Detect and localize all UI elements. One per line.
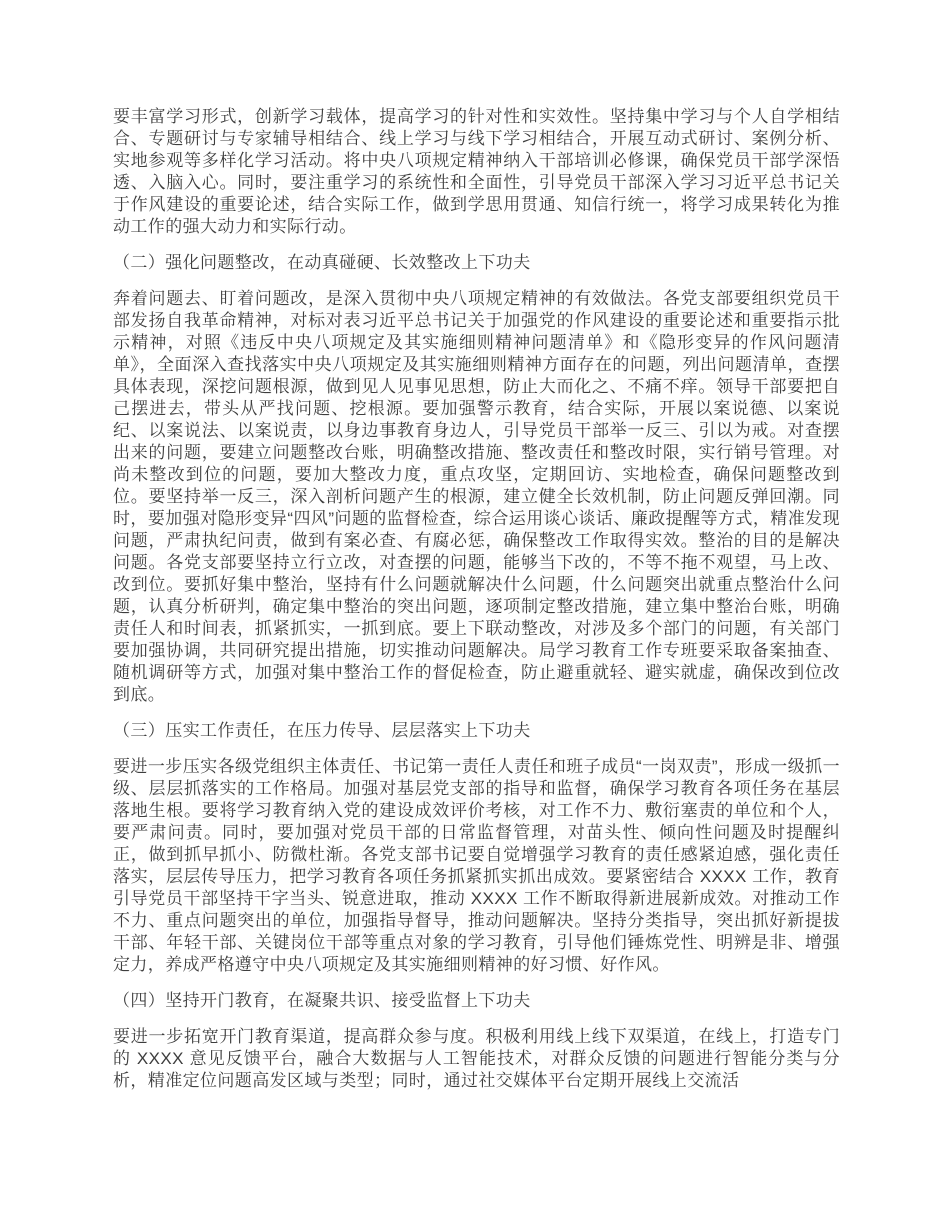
section-heading-2-problem-rectification: （二）强化问题整改，在动真碰硬、长效整改上下功夫 [113, 253, 531, 272]
section-heading-4-open-door-education: （四）坚持开门教育，在凝聚共识、接受监督上下功夫 [113, 991, 531, 1010]
section-heading-3-work-responsibility: （三）压实工作责任，在压力传导、层层落实上下功夫 [113, 721, 531, 740]
body-paragraph-problem-rectification: 奔着问题去、盯着问题改，是深入贯彻中央八项规定精神的有效做法。各党支部要组织党员干部发扬自我革命精神，对标对表习近平总书记关于加强党的作风建设的重要论述和重要指示批示精神，对照《违反中央八项规定及其实施细则精神问题清单》和《隐形变异的作风问题清单》，全面深入查找落实中央八项规定及其实施细则精神方面存在的问题，列出问题清单，查摆具体表现，深挖问题根源，做到见人见事见思想，防止大而化之、不痛不痒。领导干部要把自己摆进去，带头从严找问题、挖根源。要加强警示教育，结合实际，开展以案说德、以案说纪、以案说法、以案说责，以身边事教育身边人，引导党员干部举一反三、引以为戒。对查摆出来的问题，要建立问题整改台账，明确整改措施、整改责任和整改时限，实行销号管理。对尚未整改到位的问题，要加大整改力度，重点攻坚，定期回访、实地检查，确保问题整改到位。要坚持举一反三，深入剖析问题产生的根源，建立健全长效机制，防止问题反弹回潮。同时，要加强对隐形变异“四风”问题的监督检查，综合运用谈心谈话、廉政提醒等方式，精准发现问题，严肃执纪问责，做到有案必查、有腐必惩，确保整改工作取得实效。整治的目的是解决问题。各党支部要坚持立行立改，对查摆的问题，能够当下改的，不等不拖不观望，马上改、改到位。要抓好集中整治，坚持有什么问题就解决什么问题，什么问题突出就重点整治什么问题，认真分析研判，确定集中整治的突出问题，逐项制定整改措施，建立集中整治台账，明确责任人和时间表，抓紧抓实，一抓到底。要上下联动整改，对涉及多个部门的问题，有关部门要加强协调，共同研究提出措施，切实推动问题解决。局学习教育工作专班要采取备案抽查、随机调研等方式，加强对集中整治工作的督促检查，防止避重就轻、避实就虚，确保改到位改到底。 [113, 289, 840, 704]
body-paragraph-open-door-education: 要进一步拓宽开门教育渠道，提高群众参与度。积极利用线上线下双渠道，在线上，打造专门的 XXXX 意见反馈平台，融合大数据与人工智能技术，对群众反馈的问题进行智能分类与分析，精准定位问题高发区域与类型；同时，通过社交媒体平台定期开展线上交流活 [113, 1027, 840, 1090]
body-paragraph-work-responsibility: 要进一步压实各级党组织主体责任、书记第一责任人责任和班子成员“一岗双责”，形成一级抓一级、层层抓落实的工作格局。加强对基层党支部的指导和监督，确保学习教育各项任务在基层落地生根。要将学习教育纳入党的建设成效评价考核，对工作不力、敷衍塞责的单位和个人，要严肃问责。同时，要加强对党员干部的日常监督管理，对苗头性、倾向性问题及时提醒纠正，做到抓早抓小、防微杜渐。各党支部书记要自觉增强学习教育的责任感紧迫感，强化责任落实，层层传导压力，把学习教育各项任务抓紧抓实抓出成效。要紧密结合 XXXX 工作，教育引导党员干部坚持干字当头、锐意进取，推动 XXXX 工作不断取得新进展新成效。对推动工作不力、重点问题突出的单位，加强指导督导，推动问题解决。坚持分类指导，突出抓好新提拔干部、年轻干部、关键岗位干部等重点对象的学习教育，引导他们锤炼党性、明辨是非、增强定力，养成严格遵守中央八项规定及其实施细则精神的好习惯、好作风。 [113, 757, 840, 974]
body-paragraph-learning-forms: 要丰富学习形式，创新学习载体，提高学习的针对性和实效性。坚持集中学习与个人自学相结合、专题研讨与专家辅导相结合、线上学习与线下学习相结合，开展互动式研讨、案例分析、实地参观等多样化学习活动。将中央八项规定精神纳入干部培训必修课，确保党员干部学深悟透、入脑入心。同时，要注重学习的系统性和全面性，引导党员干部深入学习习近平总书记关于作风建设的重要论述，结合实际工作，做到学思用贯通、知信行统一，将学习成果转化为推动工作的强大动力和实际行动。 [113, 107, 840, 236]
